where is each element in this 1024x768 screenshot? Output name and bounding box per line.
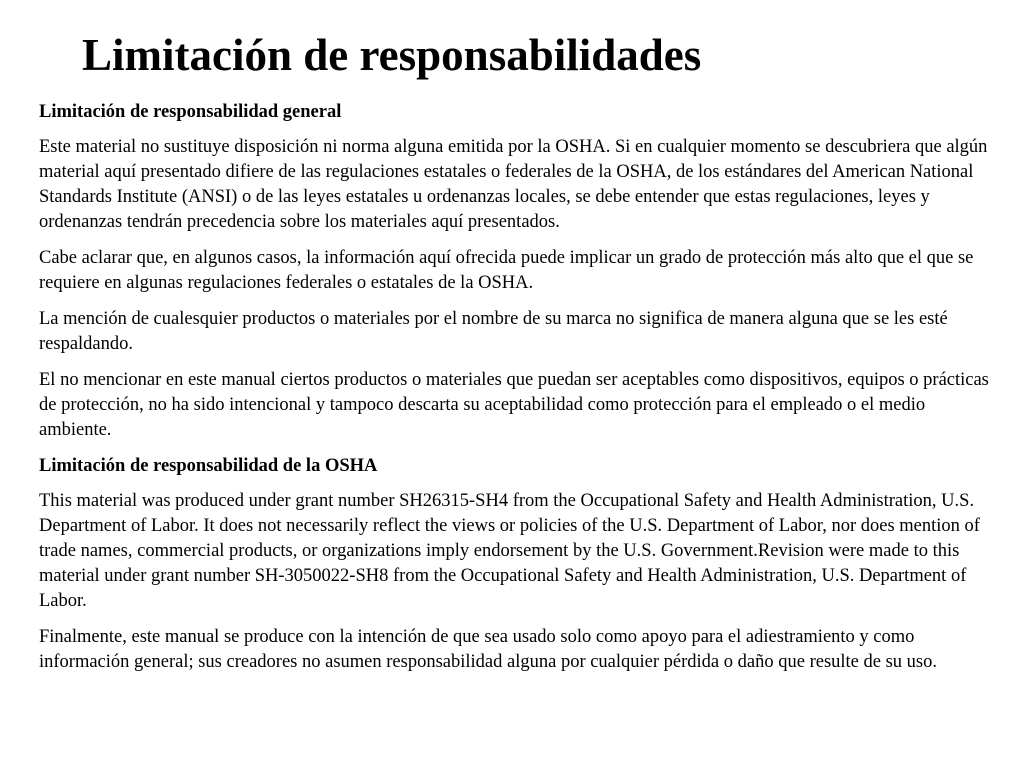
slide-body (39, 100, 989, 686)
paragraph-final-note: Finalmente, este manual se produce con la intención de que sea usado solo como apoyo para el adiestramiento y como información general; sus creadores no asumen responsabilidad alguna por cualquier pérdida o daño que resulte de su uso. (39, 627, 937, 672)
section-heading-general: Limitación de responsabilidad general (39, 102, 342, 122)
section-heading-osha: Limitación de responsabilidad de la OSHA (39, 456, 378, 476)
paragraph-grant-notice: This material was produced under grant number SH26315-SH4 from the Occupational Safety and Health Administration, U.S. Department of Labor. It does not necessarily reflect the views or policies of the U.S. Department of Labor, nor does mention of trade names, commercial products, or organizations imply endorsement by the U.S. Government.Revision were made to this material under grant number SH-3050022-SH8 from the Occupational Safety and Health Administration, U.S. Department of Labor. (39, 491, 980, 611)
paragraph-brand-mention: La mención de cualesquier productos o materiales por el nombre de su marca no significa de manera alguna que se les esté respaldando. (39, 309, 948, 354)
paragraph-osha-substitute: Este material no sustituye disposición ni norma alguna emitida por la OSHA. Si en cualquier momento se descubriera que algún material aquí presentado difiere de las regulaciones estatales o federales de la OSHA, de los estándares del American National Standards Institute (ANSI) o de las leyes estatales u ordenanzas locales, se debe entender que estas regulaciones, leyes y ordenanzas tendrán precedencia sobre los materiales aquí presentados. (39, 137, 988, 232)
paragraph-protection-degree: Cabe aclarar que, en algunos casos, la información aquí ofrecida puede implicar un grado de protección más alto que el que se requiere en algunas regulaciones federales o estatales de la OSHA. (39, 248, 974, 293)
slide-title: Limitación de responsabilidades (82, 30, 702, 80)
paragraph-omission: El no mencionar en este manual ciertos productos o materiales que puedan ser aceptables como dispositivos, equipos o prácticas de protección, no ha sido intencional y tampoco descarta su aceptabilidad como protección para el empleado o el medio ambiente. (39, 370, 989, 440)
